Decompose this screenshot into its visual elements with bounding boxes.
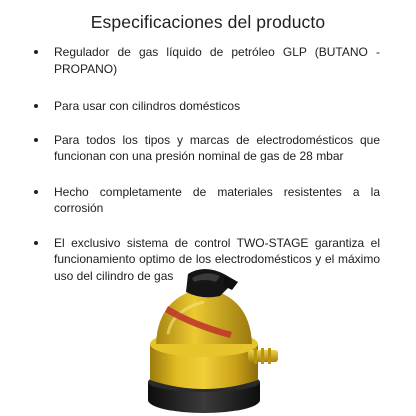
spec-text: Para todos los tipos y marcas de electrodomésticos que funcionan con una presión nominal de gas de 28 mbar — [54, 132, 380, 163]
gas-regulator-image — [128, 252, 296, 416]
bullet-icon — [34, 50, 38, 54]
bullet-icon — [34, 190, 38, 194]
spec-text: Regulador de gas líquido de petróleo GLP (BUTANO - PROPANO) — [54, 45, 380, 76]
spec-text: Hecho completamente de materiales resistentes a la corrosión — [54, 184, 380, 215]
spec-text: Para usar con cilindros domésticos — [54, 99, 241, 113]
spec-text: El exclusivo sistema de control TWO-STAGE garantiza el funcionamiento optimo de los electrodomésticos y el máximo uso del cilindro de gas — [54, 235, 380, 283]
spec-item-appliances — [32, 132, 380, 165]
spec-item-domestic-cylinders — [32, 98, 380, 115]
bullet-icon — [34, 241, 38, 245]
bullet-icon — [34, 138, 38, 142]
spec-item-materials — [32, 184, 380, 217]
bullet-icon — [34, 104, 38, 108]
page-title: Especificaciones del producto — [90, 12, 326, 32]
spec-item-regulator-type — [32, 44, 380, 77]
regulator-knob — [186, 269, 230, 297]
